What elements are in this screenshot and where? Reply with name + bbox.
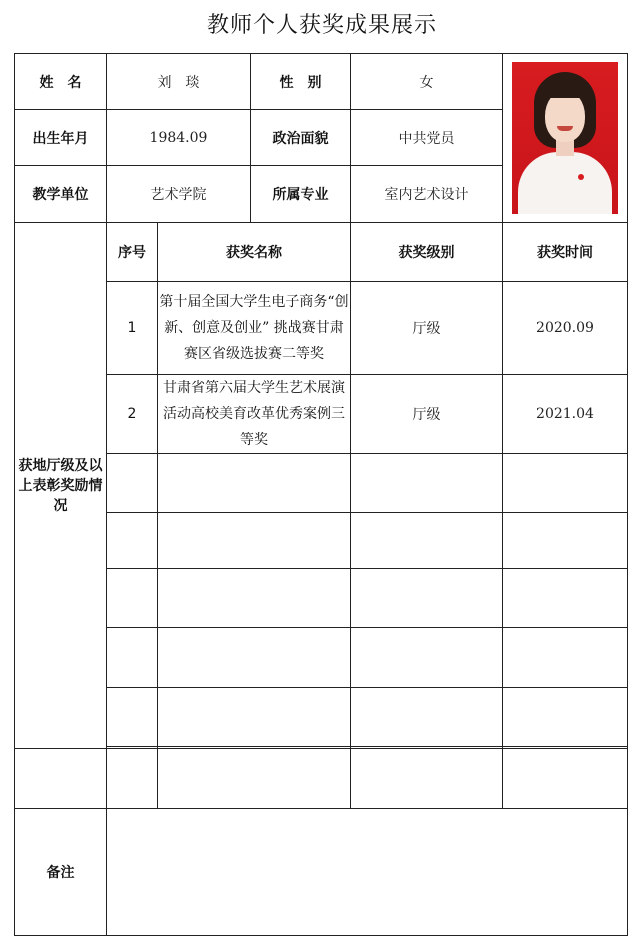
header-no: 序号 [107,223,158,282]
empty-row [15,513,628,569]
remarks-content [107,809,628,936]
page-title: 教师个人获奖成果展示 [206,13,437,38]
empty-row [15,628,628,688]
award-form-table [14,53,628,936]
row-no: 1 [107,282,158,375]
party-badge-icon [578,174,584,180]
political-value: 中共党员 [351,110,503,166]
header-award-time: 获奖时间 [503,223,628,282]
gender-label: 性 别 [251,54,351,110]
row-award-time: 2020.09 [503,282,628,375]
unit-label: 教学单位 [15,166,107,223]
header-award-name: 获奖名称 [158,223,351,282]
empty-row [15,454,628,513]
empty-row [15,749,628,809]
name-value: 刘 琰 [107,54,251,110]
row-award-name: 第十届全国大学生电子商务“创新、创意及创业” 挑战赛甘肃赛区省级选拔赛二等奖 [158,282,351,375]
portrait-photo [512,62,618,214]
table-row [15,375,628,454]
political-label: 政治面貌 [251,110,351,166]
row-award-time: 2021.04 [503,375,628,454]
row-award-level: 厅级 [351,375,503,454]
birth-label: 出生年月 [15,110,107,166]
name-label: 姓 名 [15,54,107,110]
row-no: 2 [107,375,158,454]
major-label: 所属专业 [251,166,351,223]
empty-row [15,569,628,628]
unit-value: 艺术学院 [107,166,251,223]
birth-value: 1984.09 [107,110,251,166]
header-award-level: 获奖级别 [351,223,503,282]
row-award-name: 甘肃省第六届大学生艺术展演活动高校美育改革优秀案例三等奖 [158,375,351,454]
empty-row [15,688,628,747]
table-row [15,282,628,375]
gender-value: 女 [351,54,503,110]
row-award-level: 厅级 [351,282,503,375]
remarks-label: 备注 [15,809,107,936]
major-value: 室内艺术设计 [351,166,503,223]
awards-section-label: 获地厅级及以上表彰奖励情况 [15,223,107,749]
photo-cell [503,54,628,223]
